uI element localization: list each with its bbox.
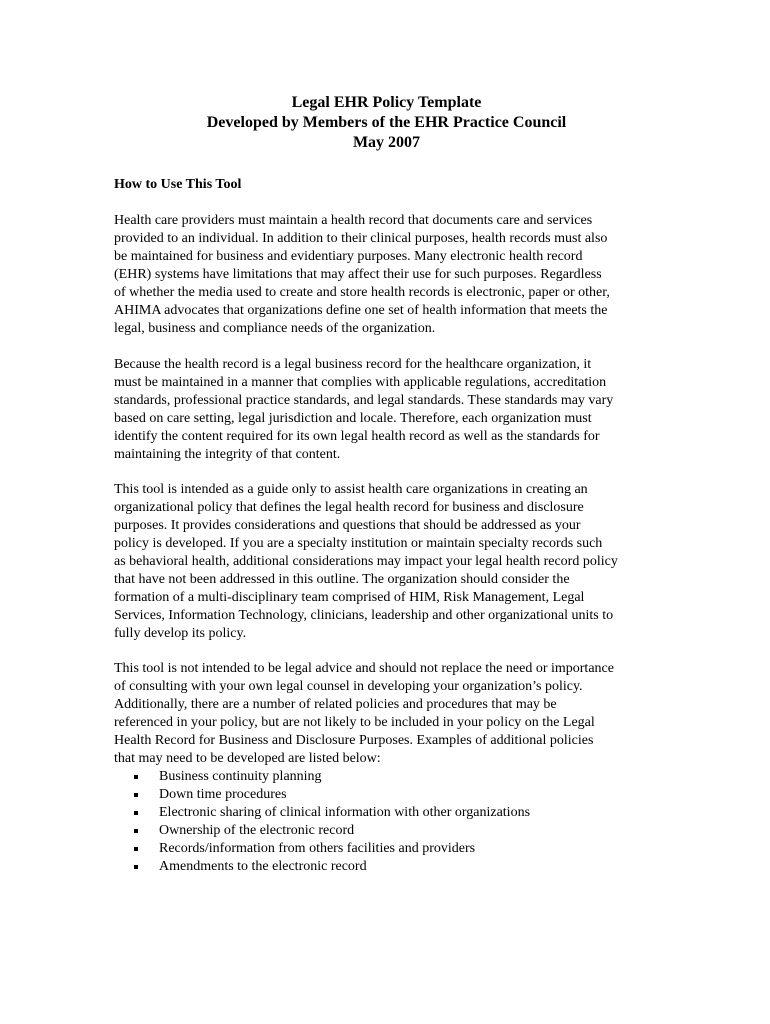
text-line: as behavioral health, additional considerations may impact your legal health record policy <box>114 554 618 569</box>
text-line: This tool is not intended to be legal advice and should not replace the need or importance <box>114 661 614 676</box>
paragraph-3 <box>114 481 659 643</box>
text-line: AHIMA advocates that organizations define one set of health information that meets the <box>114 303 608 318</box>
list-item <box>114 786 530 804</box>
bullet-icon <box>134 865 138 869</box>
bullet-icon <box>134 847 138 851</box>
list-item-text: Ownership of the electronic record <box>159 823 355 838</box>
text-line: referenced in your policy, but are not likely to be included in your policy on the Legal <box>114 715 595 730</box>
text-line: that have not been addressed in this outline. The organization should consider the <box>114 572 570 587</box>
text-line: identify the content required for its own legal health record as well as the standards for <box>114 429 600 444</box>
list-item <box>114 822 530 840</box>
bullet-icon <box>134 775 138 779</box>
bullet-icon <box>134 811 138 815</box>
text-line: legal, business and compliance needs of the organization. <box>114 321 436 336</box>
text-line: of consulting with your own legal counsel in developing your organization’s policy. <box>114 679 583 694</box>
text-line: Health Record for Business and Disclosure Purposes. Examples of additional policies <box>114 733 594 748</box>
text-line: Because the health record is a legal business record for the healthcare organization, it <box>114 357 592 372</box>
text-line: Health care providers must maintain a health record that documents care and services <box>114 213 593 228</box>
list-item-text: Amendments to the electronic record <box>159 859 367 874</box>
date-line: May 2007 <box>352 134 421 151</box>
bullet-icon <box>134 829 138 833</box>
text-line: maintaining the integrity of that content. <box>114 447 341 462</box>
list-item <box>114 840 530 858</box>
list-item-text: Electronic sharing of clinical information with other organizations <box>159 805 531 820</box>
text-line: be maintained for business and evidentiary purposes. Many electronic health record <box>114 249 583 264</box>
list-item <box>114 804 530 822</box>
text-line: purposes. It provides considerations and questions that should be addressed as your <box>114 518 581 533</box>
text-line: Additionally, there are a number of related policies and procedures that may be <box>114 697 557 712</box>
text-line: formation of a multi-disciplinary team comprised of HIM, Risk Management, Legal <box>114 590 585 605</box>
text-line: Services, Information Technology, clinicians, leadership and other organizational units to <box>114 608 614 623</box>
text-line: fully develop its policy. <box>114 626 247 641</box>
text-line: This tool is intended as a guide only to assist health care organizations in creating an <box>114 482 588 497</box>
list-item-text: Records/information from others facilities and providers <box>159 841 476 856</box>
subtitle-line: Developed by Members of the EHR Practice Council <box>206 114 567 131</box>
paragraph-1 <box>114 212 659 338</box>
text-line: organizational policy that defines the legal health record for business and disclosure <box>114 500 584 515</box>
list-item <box>114 858 530 876</box>
title-line: Legal EHR Policy Template <box>291 94 482 111</box>
text-line: (EHR) systems have limitations that may affect their use for such purposes. Regardless <box>114 267 602 282</box>
document-title <box>114 93 659 153</box>
text-line: provided to an individual. In addition to their clinical purposes, health records must also <box>114 231 608 246</box>
text-line: policy is developed. If you are a specialty institution or maintain specialty records such <box>114 536 603 551</box>
text-line: of whether the media used to create and store health records is electronic, paper or other, <box>114 285 610 300</box>
list-item-text: Business continuity planning <box>159 769 322 784</box>
policy-bullet-list <box>114 768 530 876</box>
paragraph-2 <box>114 356 659 464</box>
list-item <box>114 768 530 786</box>
text-line: standards, professional practice standards, and legal standards. These standards may vary <box>114 393 614 408</box>
text-line: must be maintained in a manner that complies with applicable regulations, accreditation <box>114 375 607 390</box>
section-heading: How to Use This Tool <box>114 177 242 192</box>
text-line: based on care setting, legal jurisdiction and locale. Therefore, each organization must <box>114 411 592 426</box>
paragraph-4 <box>114 660 659 768</box>
bullet-icon <box>134 793 138 797</box>
text-line: that may need to be developed are listed below: <box>114 751 381 766</box>
list-item-text: Down time procedures <box>159 787 287 802</box>
